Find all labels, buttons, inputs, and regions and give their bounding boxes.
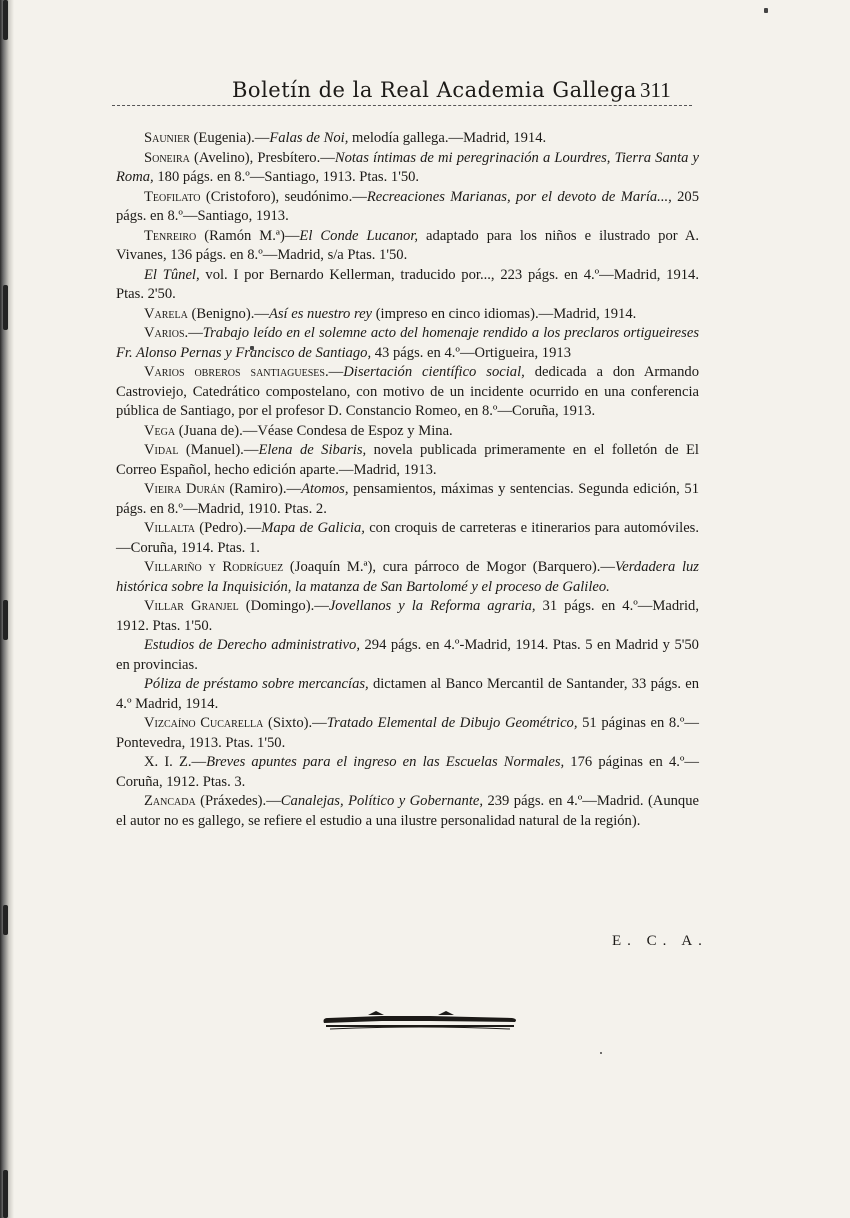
bibliography-entry [116,363,699,422]
entry-title: Disertación científico social, [343,364,525,380]
entry-details: (Juana de).—Véase Condesa de Espoz y Mina. [175,422,453,439]
binding-mark [3,905,8,935]
bibliography-entry [116,558,699,597]
entry-title: Breves apuntes para el ingreso en las Escuelas Normales, [206,754,565,770]
entry-details: X. I. Z.— [144,754,207,770]
entry-author: Varela [144,305,188,322]
entry-title: Jovellanos y la Reforma agraria, [328,598,536,614]
entry-publication: 205 págs. en 8.º—Santiago, 1913. [116,188,699,224]
entry-publication: 294 págs. en 4.º-Madrid, 1914. Ptas. 5 en Madrid y 5'50 en provincias. [116,637,699,673]
entry-publication: 51 páginas en 8.º—Pontevedra, 1913. Ptas. 1'50. [116,715,699,751]
entry-title: Trabajo leído en el solemne acto del homenaje rendido a los preclaros ortigueireses Fr. Alonso Pernas y Francisco de Santiago, [116,325,699,361]
entry-publication: adaptado para los niños e ilustrado por A. Vivanes, 136 págs. en 8.º—Madrid, s/a Ptas. 1'50. [116,227,700,263]
entry-author: Saunier [144,130,190,146]
entry-title: El Conde Lucanor, [299,227,419,244]
bibliography-entry [116,129,699,149]
binding-mark [3,0,8,40]
entry-title: El Tûnel, [144,266,200,283]
paper-speck [600,1052,602,1054]
bibliography-entry [116,305,699,325]
entry-details: (Avelino), Presbítero.— [189,149,335,166]
bibliography-entry [116,324,699,363]
entry-author: Varios [144,325,185,341]
end-ornament [320,1005,520,1035]
entry-details: (Manuel).— [178,442,259,458]
entry-details: (Ramón M.ª)— [196,227,300,244]
entry-title: Atomos, [301,481,349,497]
entry-publication: 31 págs. en 4.º—Madrid, 1912. Ptas. 1'50. [116,598,699,634]
bibliography-entry [116,266,699,305]
entry-details: (Eugenia).— [189,130,270,146]
paper-speck [764,8,768,13]
entry-publication: 180 págs. en 8.º—Santiago, 1913. Ptas. 1'50. [153,169,420,185]
entry-details: (Cristoforo), seudónimo.— [200,188,367,205]
entry-publication: pensamientos, máximas y sentencias. Segunda edición, 51 págs. en 8.º—Madrid, 1910. Ptas. 2. [116,481,699,517]
header-rule [112,105,692,106]
running-header [112,74,692,108]
entry-author: Teofilato [144,188,201,205]
entry-publication: 176 páginas en 4.º—Coruña, 1912. Ptas. 3. [116,754,700,790]
bibliography-entry [116,422,699,442]
binding-mark [3,285,8,330]
entry-author: Zancada [144,793,196,809]
entry-details: .— [184,325,203,341]
entry-details: .— [324,364,344,380]
entry-publication: dedicada a don Armando Castroviejo, Catedrático compostelano, con motivo de un incidente ocurrido en una conferencia pública de Santiago, por el profesor D. Constancio Romeo, en 8.º—Coruña, 1913. [116,364,699,419]
entry-publication: dictamen al Banco Mercantil de Santander, 33 págs. en 4.º Madrid, 1914. [116,676,700,712]
entry-title: Notas íntimas de mi peregrinación a Lourdres, Tierra Santa y Roma, [116,149,700,185]
bibliography-entry [116,149,699,188]
bibliography-entry [116,753,699,792]
entry-title: Falas de Noi, [269,130,349,146]
bibliography-entry [116,714,699,753]
bibliography-entry [116,480,699,519]
entry-details: (Sixto).— [263,715,327,731]
entry-author: Vizcaíno Cucarella [144,715,264,731]
entry-publication: vol. I por Bernardo Kellerman, traducido por..., 223 págs. en 4.º—Madrid, 1914. Ptas. 2'50. [116,266,699,302]
entry-title: Así es nuestro rey [268,305,373,322]
bibliography-entry [116,675,699,714]
entry-title: Elena de Sibaris, [258,442,367,458]
entry-publication: 239 págs. en 4.º—Madrid. (Aunque el autor no es gallego, se refiere el estudio a una ilustre personalidad natural de la región). [116,793,700,829]
entry-author: Villar Granjel [144,598,239,614]
entry-publication: con croquis de carreteras e itinerarios para automóviles.—Coruña, 1914. Ptas. 1. [116,520,699,556]
entry-details: (Práxedes).— [195,793,281,809]
entry-details: (Joaquín M.ª), cura párroco de Mogor (Barquero).— [283,559,615,575]
entry-author: Tenreiro [144,227,197,244]
entry-publication: (impreso en cinco idiomas).—Madrid, 1914. [372,305,637,322]
bibliography-entry [116,188,699,227]
entry-title: Estudios de Derecho administrativo, [144,637,360,653]
entry-title: Póliza de préstamo sobre mercancías, [144,676,369,692]
entry-title: Verdadera luz histórica sobre la Inquisición, la matanza de San Bartolomé y el proceso de Galileo. [116,559,699,595]
binding-mark [3,1170,8,1218]
binding-mark [3,600,8,640]
entry-publication: 43 págs. en 4.º—Ortigueira, 1913 [371,344,571,361]
journal-title: Boletín de la Real Academia Gallega [232,78,637,102]
bibliography-entry [116,441,699,480]
entry-publication: melodía gallega.—Madrid, 1914. [348,130,547,146]
bibliography-entry [116,227,699,266]
page-number: 311 [640,78,671,102]
entry-details: (Domingo).— [238,598,329,614]
entry-author: Vega [144,422,176,439]
entry-author: Vidal [144,442,179,458]
entry-title: Mapa de Galicia, [261,520,365,536]
entry-author: Villariño y Rodríguez [144,559,284,575]
entry-author: Villalta [144,520,196,536]
entry-details: (Pedro).— [195,520,262,536]
bibliography-entry [116,792,699,831]
bibliography-entry [116,519,699,558]
entry-details: (Ramiro).— [224,481,302,497]
entry-author: Varios obreros santiagueses [144,364,325,380]
entry-details: (Benigno).— [187,305,269,322]
author-initials: E. C. A. [612,933,708,949]
bibliography-entry [116,636,699,675]
entry-title: Recreaciones Marianas, por el devoto de María..., [366,188,672,205]
bibliography-list [116,129,699,831]
entry-publication: novela publicada primeramente en el folletón de El Correo Español, hecho edición aparte.—Madrid, 1913. [116,442,699,478]
entry-author: Soneira [144,149,190,166]
entry-title: Tratado Elemental de Dibujo Geométrico, [326,715,578,731]
entry-author: Vieira Durán [144,481,225,497]
bibliography-entry [116,597,699,636]
entry-title: Canalejas, Político y Gobernante, [280,793,483,809]
